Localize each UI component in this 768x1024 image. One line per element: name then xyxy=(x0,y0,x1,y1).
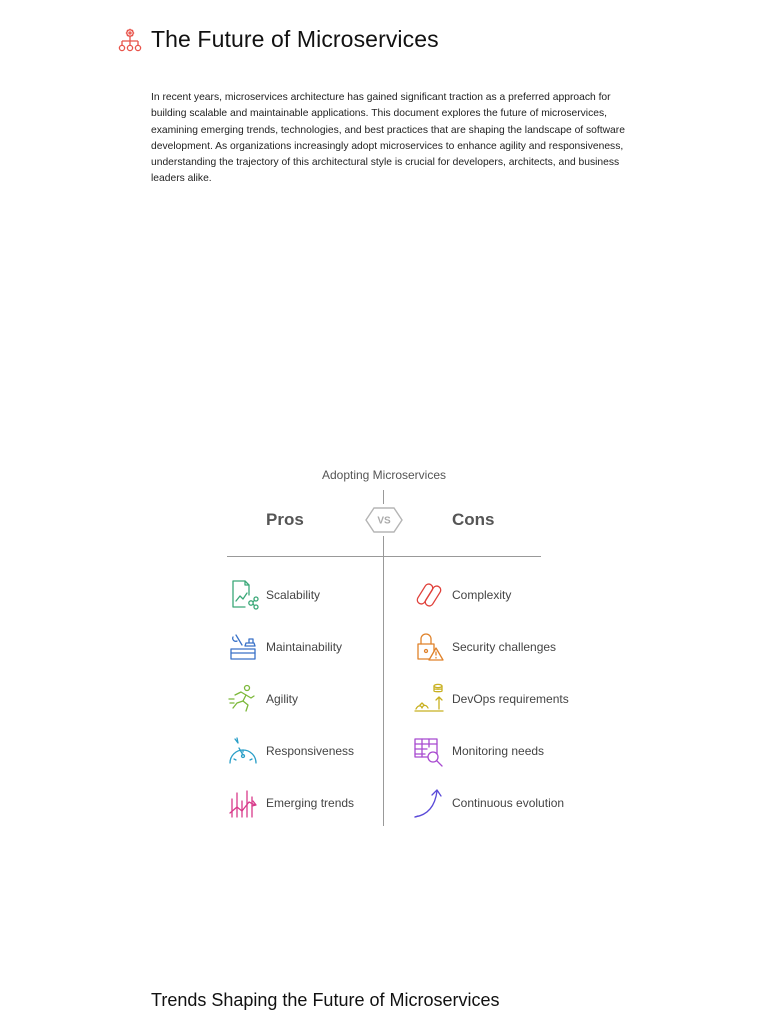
section-title: Trends Shaping the Future of Microservices xyxy=(151,990,500,1010)
lock-warning-icon xyxy=(413,631,445,663)
curved-arrow-icon xyxy=(413,787,445,819)
cons-label: DevOps requirements xyxy=(452,691,569,706)
divider-vertical-top xyxy=(383,490,384,504)
cons-label: Complexity xyxy=(452,587,512,602)
pros-item-emerging-trends xyxy=(227,787,354,819)
vs-badge xyxy=(364,504,404,536)
cons-item-complexity xyxy=(413,579,511,611)
cons-label: Security challenges xyxy=(452,639,557,654)
coins-growth-icon xyxy=(413,683,445,715)
cons-label: Continuous evolution xyxy=(452,795,565,810)
org-chart-gear-icon xyxy=(117,27,143,53)
running-person-icon xyxy=(227,683,259,715)
vs-label: VS xyxy=(377,515,391,527)
pros-label: Responsiveness xyxy=(266,743,355,758)
divider-vertical xyxy=(383,536,384,826)
pros-item-responsiveness xyxy=(227,735,354,767)
pros-label: Scalability xyxy=(266,587,321,602)
page-title: The Future of Microservices xyxy=(151,26,439,52)
tools-toolbox-icon xyxy=(227,631,259,663)
pros-label: Emerging trends xyxy=(266,795,355,810)
intro-paragraph: In recent years, microservices architecture has gained significant traction as a preferred approach for building scalable and maintainable applications. This document explores the future of microservices, examining emerging trends, technologies, and best practices that are shaping the landscape of software development. As organizations increasingly adopt microservices to enhance agility and responsiveness, understanding the trajectory of this architectural style is crucial for developers, architects, and business leaders alike. xyxy=(151,92,625,185)
diagram-title: Adopting Microservices xyxy=(321,468,447,482)
cons-item-monitoring-needs xyxy=(413,735,544,767)
pros-heading: Pros xyxy=(266,510,304,529)
pill-icon xyxy=(413,579,445,611)
pros-item-agility xyxy=(227,683,298,715)
speedometer-icon xyxy=(227,735,259,767)
cons-item-continuous-evolution xyxy=(413,787,564,819)
cons-item-devops-requirements xyxy=(413,683,569,715)
chart-share-icon xyxy=(227,579,259,611)
cons-label: Monitoring needs xyxy=(452,743,545,758)
divider-horizontal xyxy=(227,556,541,557)
pros-label: Maintainability xyxy=(266,639,343,654)
page-header xyxy=(117,26,439,53)
cons-item-security-challenges xyxy=(413,631,556,663)
pros-label: Agility xyxy=(266,691,299,706)
table-magnifier-icon xyxy=(413,735,445,767)
pros-item-maintainability xyxy=(227,631,342,663)
pros-item-scalability xyxy=(227,579,320,611)
cons-heading: Cons xyxy=(452,510,495,529)
trending-bars-icon xyxy=(227,787,259,819)
